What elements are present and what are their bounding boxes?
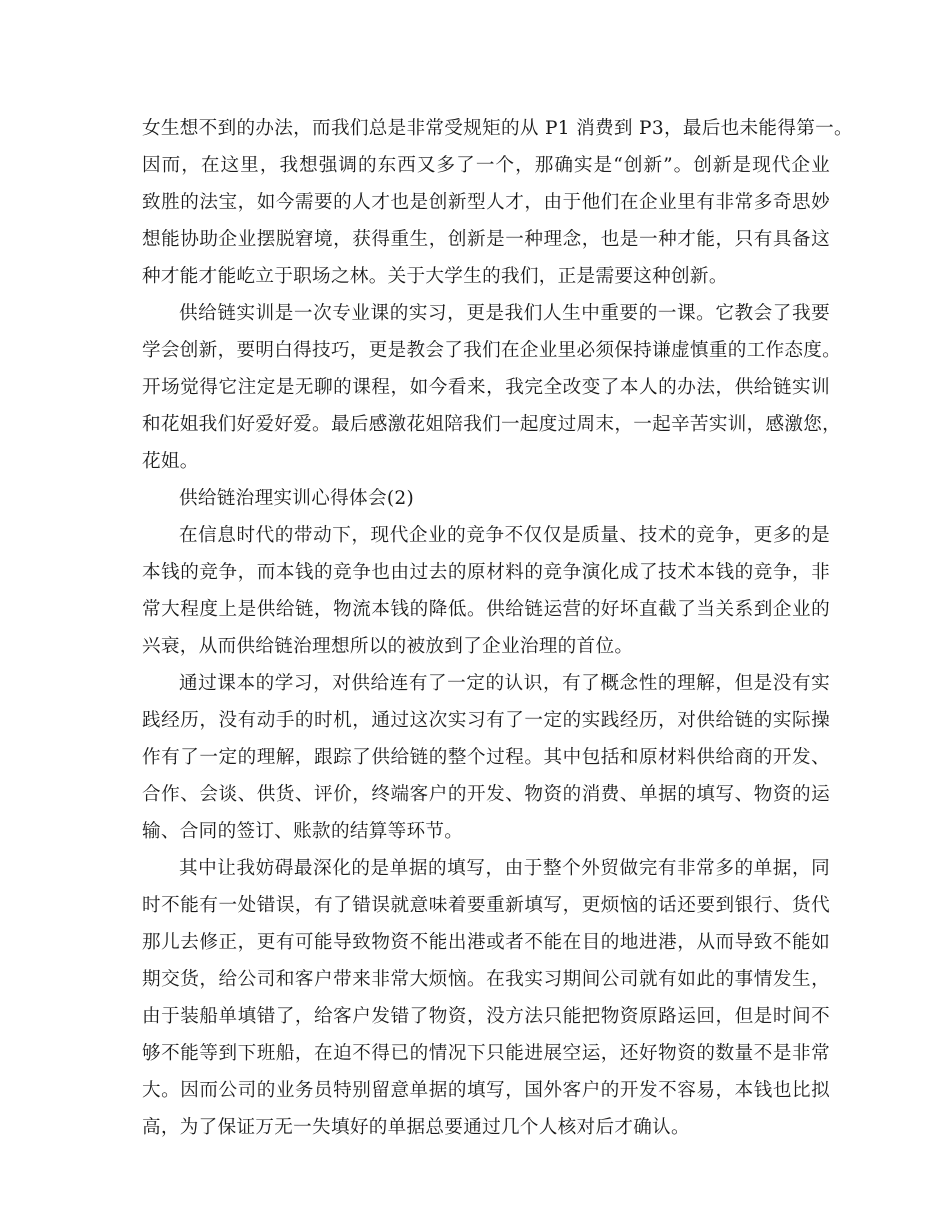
text-line: 够不能等到下班船，在迫不得已的情况下只能进展空运，还好物资的数量不是非常 (142, 1043, 830, 1064)
text-line: 兴衰，从而供给链治理想所以的被放到了企业治理的首位。 (142, 636, 634, 657)
text-line: 因而，在这里，我想强调的东西又多了一个，那确实是“创新”。创新是现代企业 (142, 155, 830, 176)
section-heading: 供给链治理实训心得体会(2) (179, 488, 415, 509)
text-line: 期交货，给公司和客户带来非常大烦恼。在我实习期间公司就有如此的事情发生， (142, 969, 830, 990)
text-line: 由于装船单填错了，给客户发错了物资，没方法只能把物资原路运回，但是时间不 (142, 1006, 830, 1027)
text-line: 践经历，没有动手的时机，通过这次实习有了一定的实践经历，对供给链的实际操 (142, 710, 830, 731)
text-line: 女生想不到的办法，而我们总是非常受规矩的从 P1 消费到 P3，最后也未能得第一。 (142, 118, 853, 139)
text-line: 供给链实训是一次专业课的实习，更是我们人生中重要的一课。它教会了我要 (179, 303, 830, 324)
text-line: 作有了一定的理解，跟踪了供给链的整个过程。其中包括和原材料供给商的开发、 (142, 747, 830, 768)
text-line: 时不能有一处错误，有了错误就意味着要重新填写，更烦恼的话还要到银行、货代 (142, 895, 830, 916)
text-line: 高，为了保证万无一失填好的单据总要通过几个人核对后才确认。 (142, 1117, 690, 1138)
text-line: 学会创新，要明白得技巧，更是教会了我们在企业里必须保持谦虚慎重的工作态度。 (142, 340, 842, 361)
text-line: 开场觉得它注定是无聊的课程，如今看来，我完全改变了本人的办法，供给链实训 (142, 377, 830, 398)
text-line: 种才能才能屹立于职场之林。关于大学生的我们，正是需要这种创新。 (142, 266, 728, 287)
text-line: 想能协助企业摆脱窘境，获得重生，创新是一种理念，也是一种才能，只有具备这 (142, 229, 830, 250)
text-line: 花姐。 (142, 451, 199, 472)
text-line: 常大程度上是供给链，物流本钱的降低。供给链运营的好坏直截了当关系到企业的 (142, 599, 830, 620)
text-line: 其中让我妨碍最深化的是单据的填写，由于整个外贸做完有非常多的单据，同 (179, 858, 830, 879)
text-line: 输、合同的签订、账款的结算等环节。 (142, 821, 464, 842)
text-line: 本钱的竞争，而本钱的竞争也由过去的原材料的竞争演化成了技术本钱的竞争，非 (142, 562, 830, 583)
text-line: 那儿去修正，更有可能导致物资不能出港或者不能在目的地进港，从而导致不能如 (142, 932, 830, 953)
text-line: 在信息时代的带动下，现代企业的竞争不仅仅是质量、技术的竞争，更多的是 (179, 525, 830, 546)
text-line: 和花姐我们好爱好爱。最后感激花姐陪我们一起度过周末，一起辛苦实训，感激您， (142, 414, 842, 435)
document-body (142, 110, 853, 1146)
text-line: 大。因而公司的业务员特别留意单据的填写，国外客户的开发不容易，本钱也比拟 (142, 1080, 830, 1101)
text-line: 合作、会谈、供货、评价，终端客户的开发、物资的消费、单据的填写、物资的运 (142, 784, 830, 805)
text-line: 致胜的法宝，如今需要的人才也是创新型人才，由于他们在企业里有非常多奇思妙 (142, 192, 830, 213)
text-line: 通过课本的学习，对供给连有了一定的认识，有了概念性的理解，但是没有实 (179, 673, 830, 694)
